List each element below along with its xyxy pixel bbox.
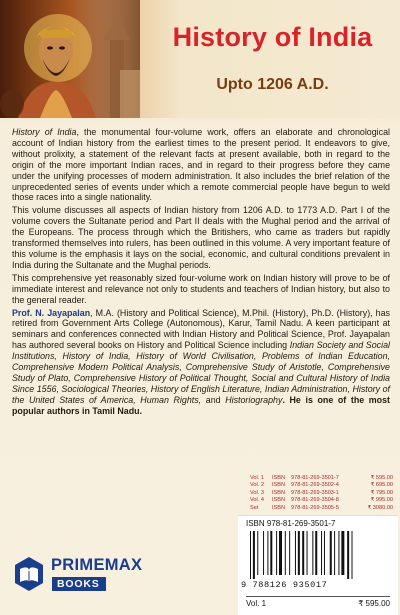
isbn-volume: Vol. 3 (250, 489, 264, 496)
blurb-text: , the monumental four-volume work, offers an elaborate and chronological account of Indian history from the earliest times to the present period. It endeavors to give, without prolixity, a statement of the relevant facts at present available, both in regard to the origin of the more important Indian races, and in regard to their progress before they came under the unifying processes of modern administration. It also includes the brief relation of the unprecedented series of events under which a remote commercial people have begun to weld those races into a single nationality. (12, 127, 390, 203)
author-bio-end: . He is one of the most popular authors in Tamil Nadu. (12, 394, 390, 416)
blurb-paragraph-3: This comprehensive yet reasonably sized four-volume work on Indian history will prove to be of immediate interest and relevance not only to students and teachers of Indian history, but also to the general reader. (12, 272, 390, 305)
isbn-volume: Set (250, 504, 259, 511)
isbn-volume: Vol. 2 (250, 482, 264, 489)
book-title: History of India (172, 22, 373, 52)
isbn-number: 978-81-269-3504-8 (291, 497, 339, 504)
isbn-price: ₹ 3080.00 (367, 504, 393, 511)
blurb-paragraph-1 (12, 127, 390, 203)
isbn-number: 978-81-269-3502-4 (291, 482, 339, 489)
isbn-price: ₹ 595.00 (370, 475, 393, 481)
barcode-isbn: ISBN 978-81-269-3501-7 (246, 519, 336, 528)
blurb-title-ref: History of India (12, 127, 77, 137)
isbn-label: ISBN (272, 504, 286, 511)
publisher-books: BOOKS (52, 577, 106, 591)
barcode-digits: 9 788126 935017 (241, 580, 328, 590)
isbn-label: ISBN (272, 497, 286, 504)
barcode-volume-price (246, 596, 390, 608)
isbn-label: ISBN (272, 489, 286, 496)
isbn-label: ISBN (272, 475, 286, 481)
author-bio (12, 308, 390, 417)
isbn-row (250, 482, 395, 489)
artwork-portrait-image (0, 0, 140, 118)
isbn-row (250, 497, 395, 504)
barcode-volume: Vol. 1 (246, 599, 267, 608)
publisher-logo (5, 548, 165, 600)
isbn-price: ₹ 995.00 (370, 497, 393, 504)
isbn-number: 978-81-269-3501-7 (291, 475, 339, 481)
isbn-price: ₹ 795.00 (370, 489, 393, 496)
header-banner (0, 0, 400, 118)
publisher-name: PRIMEMAX (51, 556, 143, 574)
author-bio-text: , M.A. (History and Political Science), M.Phil. (History), Ph.D. (History), has retired from Government Arts College (Autonomous), Karur, Tamil Nadu. A keen participant at seminars and conferences connected with Indian History and Political Science, Prof. Jayapalan has authored several books on History and Political Science including (12, 307, 390, 351)
isbn-list (250, 475, 395, 512)
isbn-row (250, 505, 395, 512)
author-last-book: Historiography (225, 394, 283, 405)
author-bio-conjunction: and (201, 394, 226, 405)
barcode-price: ₹ 595.00 (358, 599, 390, 608)
book-subtitle: Upto 1206 A.D. (216, 76, 329, 93)
isbn-number: 978-81-269-3505-5 (291, 504, 339, 511)
isbn-number: 978-81-269-3503-1 (291, 489, 339, 496)
isbn-price: ₹ 695.00 (370, 482, 393, 489)
book-logo-icon (11, 553, 47, 593)
isbn-volume: Vol. 1 (250, 475, 264, 481)
author-books-list: Indian Society and Social Institutions, History of India, History of World Civilisation, Problems of Indian Education, Comprehensive Modern Political Analysis, Comprehensive Study of Aristotle, Comprehensive Study of Plato, Comprehensive History of Political Thought, Social and Cultural History of India Since 1556, Sociological Theories, History of English Literature, Indian Administration, History of the United States of America, Human Rights, (12, 340, 390, 405)
isbn-label: ISBN (272, 482, 286, 489)
barcode-icon (248, 531, 388, 579)
barcode-panel (238, 515, 398, 615)
blurb (12, 127, 390, 419)
blurb-paragraph-2: This volume discusses all aspects of Indian history from 1206 A.D. to 1773 A.D. Part I of the volume covers the Sultanate period and Part II deals with the Mughal period and the arrival of the Europeans. The process through which the Britishers, who came as traders but rapidly transformed themselves into rulers, has been outlined in this volume. A very important feature of this volume is the emphasis it lays on the social, economic, and cultural conditions prevalent in India during the Sultanate and the Mughal periods. (12, 205, 390, 270)
isbn-volume: Vol. 4 (250, 497, 264, 504)
author-name: Prof. N. Jayapalan (12, 307, 91, 318)
